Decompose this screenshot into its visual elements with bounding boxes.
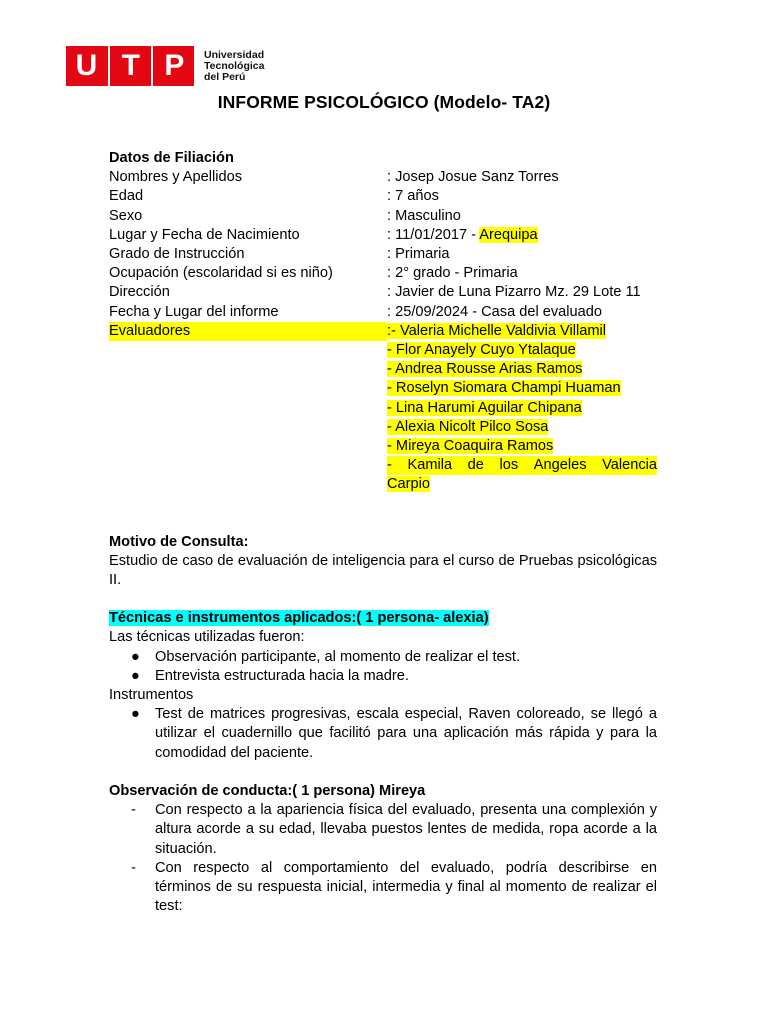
logo-university-name: Universidad Tecnológica del Perú	[204, 48, 265, 83]
evaluador-item: :- Valeria Michelle Valdivia Villamil	[387, 322, 606, 339]
filiacion-value: : Masculino	[387, 207, 461, 224]
filiacion-label: Edad	[109, 188, 144, 205]
observacion-list	[109, 801, 657, 916]
tecnicas-list	[109, 648, 657, 686]
report-title: INFORME PSICOLÓGICO (Modelo- TA2)	[217, 92, 551, 112]
filiacion-label: Sexo	[109, 207, 143, 224]
utp-logo-mark	[66, 46, 194, 86]
list-item: ● Entrevista estructurada hacia la madre.	[131, 667, 409, 684]
list-item: - Con respecto al comportamiento del evaluado, podría describirse en términos de su respuesta inicial, intermedia y final al momento de realizar el test:	[131, 859, 657, 915]
instrumentos-list	[109, 705, 657, 763]
evaluador-item-cont: Carpio	[387, 476, 430, 493]
filiacion-label: Fecha y Lugar del informe	[109, 303, 279, 320]
utp-logo	[66, 46, 264, 86]
filiacion-row	[109, 187, 657, 206]
list-item: ● Observación participante, al momento de realizar el test.	[131, 648, 521, 665]
evaluador-item: - Roselyn Siomara Champi Huaman	[387, 380, 621, 397]
filiacion-value: : Josep Josue Sanz Torres	[387, 169, 559, 186]
filiacion-value: : 7 años	[387, 188, 439, 205]
evaluador-word: de	[468, 456, 484, 475]
list-item: ● Test de matrices progresivas, escala especial, Raven coloreado, se llegó a utilizar el cuadernillo que facilitó para una aplicación más rápida y para la comodidad del paciente.	[131, 706, 657, 761]
observacion-heading: Observación de conducta:( 1 persona) Mireya	[109, 782, 426, 799]
list-item: - Con respecto a la apariencia física del evaluado, presenta una complexión y altura acorde a su edad, llevaba puestos lentes de medida, ropa acorde a la situación.	[131, 802, 657, 857]
filiacion-value: : Primaria	[387, 246, 450, 263]
evaluador-item: - Andrea Rousse Arias Ramos	[387, 361, 583, 378]
evaluador-word: -	[387, 456, 392, 475]
report-content	[109, 149, 657, 916]
tecnicas-intro: Las técnicas utilizadas fueron:	[109, 629, 305, 646]
filiacion-label: Dirección	[109, 284, 170, 301]
filiacion-label: Nombres y Apellidos	[109, 169, 243, 186]
filiacion-label: Lugar y Fecha de Nacimiento	[109, 226, 300, 243]
evaluador-item: - Alexia Nicolt Pilco Sosa	[387, 418, 549, 435]
filiacion-value: : 11/01/2017 - Arequipa	[387, 226, 538, 243]
filiacion-value: : 25/09/2024 - Casa del evaluado	[387, 303, 603, 320]
filiacion-heading: Datos de Filiación	[109, 150, 234, 166]
filiacion-value: : Javier de Luna Pizarro Mz. 29 Lote 11	[387, 284, 641, 301]
filiacion-row	[109, 264, 657, 283]
evaluador-word: Angeles	[534, 456, 587, 475]
motivo-text: Estudio de caso de evaluación de inteligencia para el curso de Pruebas psicológicas II.	[109, 552, 657, 589]
evaluador-word: Valencia	[602, 456, 657, 475]
filiacion-row	[109, 303, 657, 322]
filiacion-label: Grado de Instrucción	[109, 246, 245, 263]
evaluador-item: - Flor Anayely Cuyo Ytalaque	[387, 342, 576, 359]
evaluador-item: - Lina Harumi Aguilar Chipana	[387, 399, 582, 416]
evaluador-word: Kamila	[407, 456, 452, 475]
filiacion-row	[109, 226, 657, 245]
evaluadores-label: Evaluadores	[109, 322, 387, 341]
evaluadores-row	[109, 322, 657, 341]
evaluador-item-last	[109, 456, 657, 475]
logo-letter-p: P	[164, 49, 185, 82]
filiacion-row	[109, 207, 657, 226]
filiacion-row	[109, 168, 657, 187]
highlighted-value: Arequipa	[479, 226, 538, 243]
logo-letter-t: T	[121, 49, 140, 82]
filiacion-row	[109, 245, 657, 264]
tecnicas-heading: Técnicas e instrumentos aplicados:( 1 persona- alexia)	[109, 610, 489, 627]
filiacion-value: : 2° grado - Primaria	[387, 265, 518, 282]
instrumentos-label: Instrumentos	[109, 687, 194, 704]
filiacion-table	[109, 168, 657, 322]
logo-letter-u: U	[75, 49, 98, 82]
evaluador-word: los	[500, 456, 519, 475]
filiacion-row	[109, 283, 657, 302]
motivo-heading: Motivo de Consulta:	[109, 533, 249, 550]
filiacion-label: Ocupación (escolaridad si es niño)	[109, 265, 333, 282]
evaluador-item: - Mireya Coaquira Ramos	[387, 438, 554, 455]
